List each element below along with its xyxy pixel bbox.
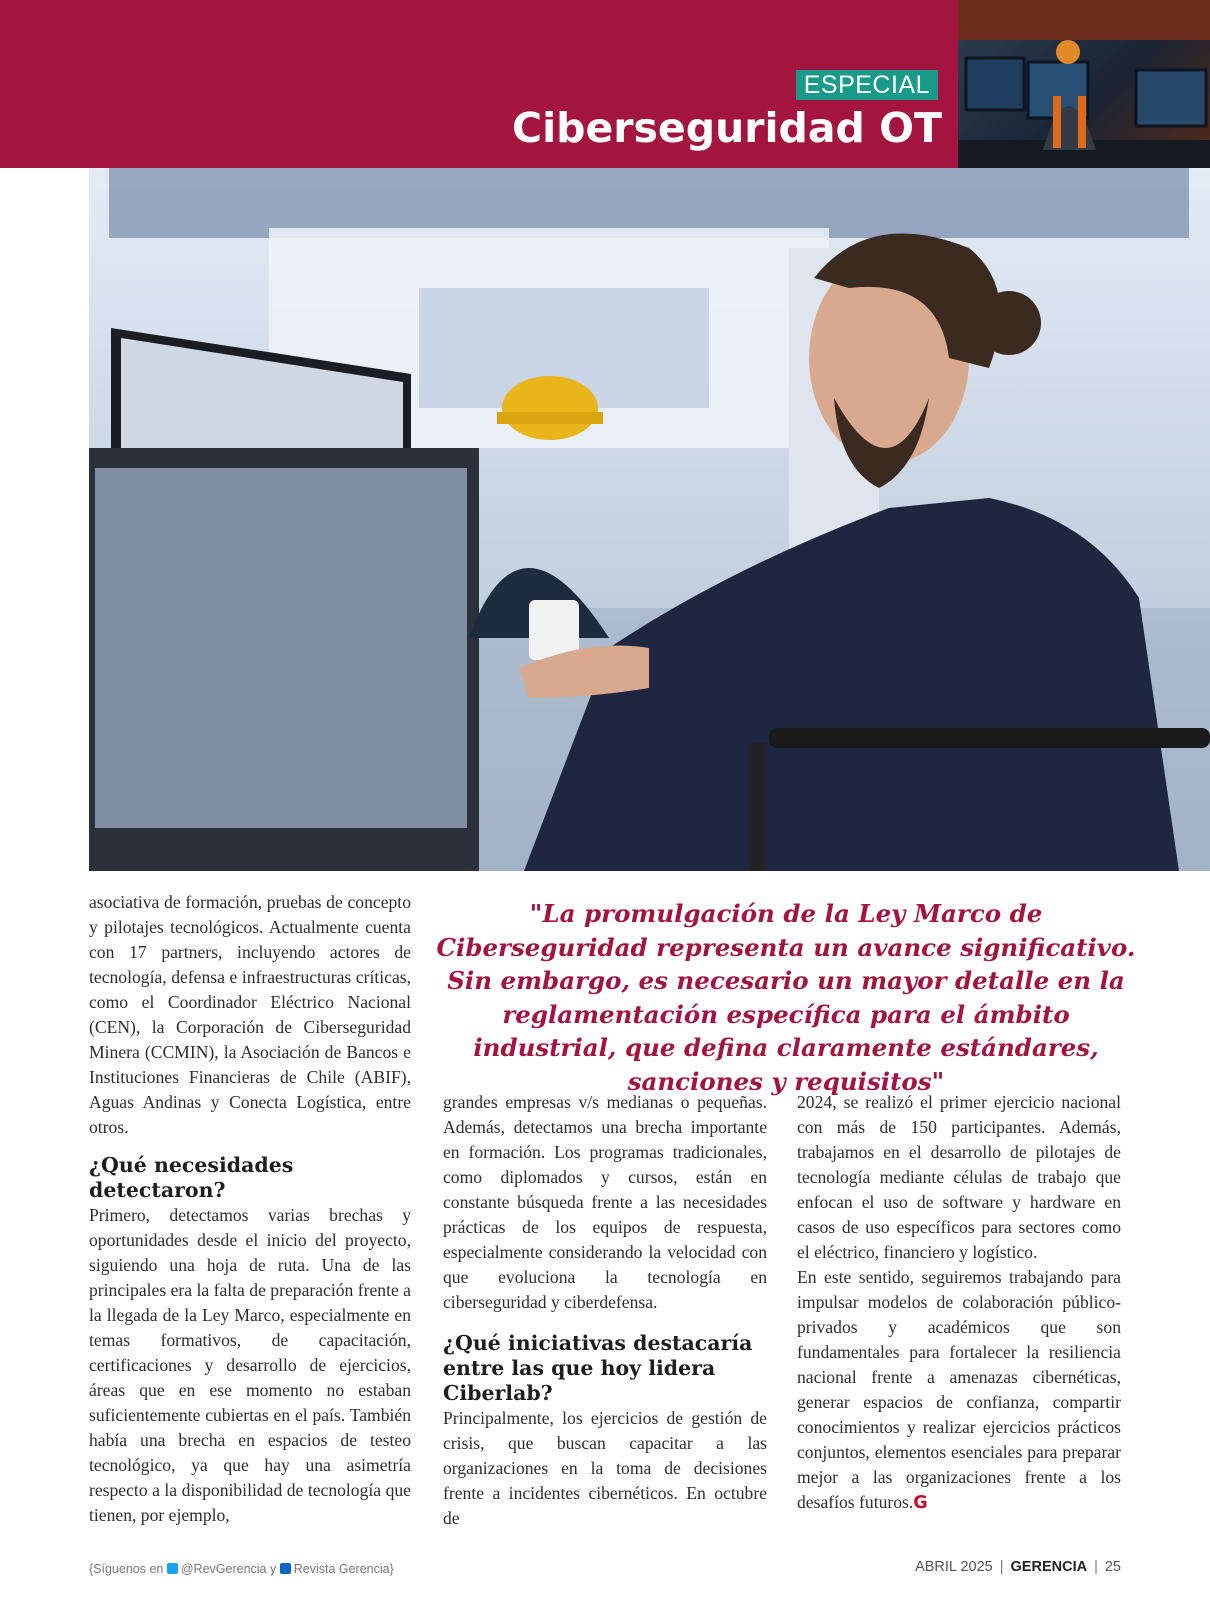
section-title: Ciberseguridad OT — [512, 104, 942, 152]
paragraph: 2024, se realizó el primer ejercicio nacional con más de 150 participantes. Además, trabajamos en el desarrollo de pilotajes de tecnología mediante células de trabajo que enfocan el uso de software y hardware en casos de uso específicos para sectores como el eléctrico, financiero y logístico. — [797, 1092, 1121, 1262]
paragraph: grandes empresas v/s medianas o pequeñas. Además, detectamos una brecha importante en formación. Los programas tradicionales, como diplomados y cursos, están en constante búsqueda frente a las necesidades prácticas de los equipos de respuesta, especialmente considerando la velocidad con que evoluciona la tecnología en ciberseguridad y ciberdefensa. — [443, 1092, 767, 1312]
paragraph: Primero, detectamos varias brechas y oportunidades desde el inicio del proyecto, siguiendo una hoja de ruta. Una de las principales era la falta de preparación frente a la llegada de la Ley Marco, especialmente en temas formativos, de capacitación, certificaciones y desarrollo de ejercicios, áreas que en ese momento no estaban suficientemente cubiertas en el país. También había una brecha en espacios de testeo tecnológico, ya que hay una asimetría respecto a la disponibilidad de tecnología que tienen, por ejemplo, — [89, 1205, 411, 1525]
hero-photo — [89, 168, 1210, 871]
magazine-brand: GERENCIA — [1010, 1559, 1088, 1575]
footer-connector: y — [269, 1562, 277, 1576]
paragraph: Principalmente, los ejercicios de gestión de crisis, que buscan capacitar a las organizaciones en la toma de decisiones frente a incidentes cibernéticos. En octubre de — [443, 1408, 767, 1528]
footer-prefix: {Síguenos en — [89, 1562, 164, 1576]
twitter-icon — [167, 1563, 178, 1574]
subheading: ¿Qué iniciativas destacaría entre las que hoy lidera Ciberlab? — [443, 1331, 753, 1405]
end-mark: G — [913, 1493, 928, 1513]
page-number: 25 — [1104, 1559, 1121, 1575]
subheading: ¿Qué necesidades detectaron? — [89, 1153, 294, 1202]
page-footer — [915, 1559, 1121, 1575]
article-column-2 — [443, 1090, 767, 1531]
article-column-3 — [797, 1090, 1121, 1516]
separator: | — [1094, 1559, 1098, 1575]
social-footer — [89, 1562, 394, 1576]
paragraph-text: En este sentido, seguiremos trabajando para impulsar modelos de colaboración público-privados y académicos que son fundamentales para fortalecer la resiliencia nacional frente a amenazas cibernéticas, generar espacios de confianza, compartir conocimientos y realizar ejercicios prácticos conjuntos, elementos esenciales para preparar mejor a las organizaciones frente a los desafíos futuros. — [797, 1267, 1121, 1512]
linkedin-icon — [280, 1563, 291, 1574]
engineer-at-computer-illustration — [89, 168, 1210, 871]
paragraph — [797, 1265, 1121, 1516]
pull-quote: "La promulgación de la Ley Marco de Ciberseguridad representa un avance significativo. Sin embargo, es necesario un mayor detalle en la reglamentación específica para el ámbito industrial, que defina claramente estándares, sanciones y requisitos" — [436, 899, 1136, 1096]
control-room-illustration — [958, 0, 1210, 178]
section-badge: ESPECIAL — [796, 70, 938, 100]
separator: | — [999, 1559, 1004, 1575]
article-column-1 — [89, 890, 411, 1528]
paragraph: asociativa de formación, pruebas de concepto y pilotajes tecnológicos. Actualmente cuenta con 17 partners, incluyendo actores de tecnología, defensa e infraestructuras críticas, como el Coordinador Eléctrico Nacional (CEN), la Corporación de Ciberseguridad Minera (CCMIN), la Asociación de Bancos e Instituciones Financieras de Chile (ABIF), Aguas Andinas y Conecta Logística, entre otros. — [89, 892, 411, 1137]
twitter-handle[interactable]: @RevGerencia — [180, 1562, 267, 1576]
header-thumbnail-image — [958, 0, 1210, 178]
linkedin-handle[interactable]: Revista Gerencia} — [293, 1562, 394, 1576]
issue-date: ABRIL 2025 — [915, 1559, 993, 1575]
